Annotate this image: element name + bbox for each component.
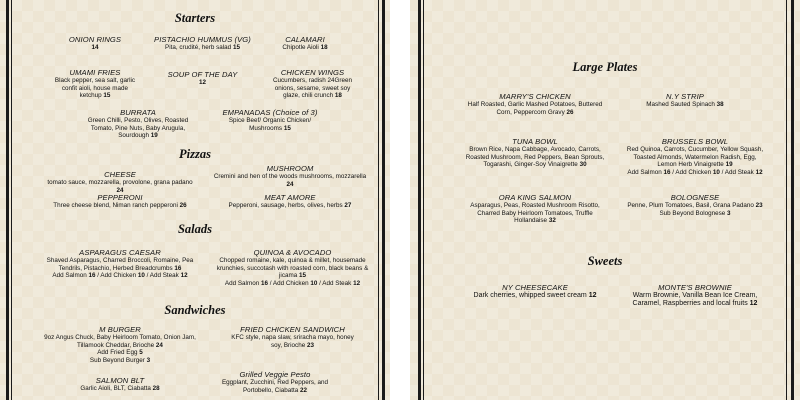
item-name: NY CHEESECAKE bbox=[502, 283, 568, 292]
item-desc-line: jicama bbox=[279, 272, 298, 280]
menu-item-chicken-wings bbox=[255, 68, 370, 100]
item-price: 12 bbox=[588, 292, 597, 299]
item-desc-line: Cucumbers, radish 24Green bbox=[272, 77, 353, 84]
menu-item-umami-fries bbox=[40, 68, 150, 100]
item-desc-line: confit aioli, house made bbox=[61, 84, 129, 92]
item-price: 15 bbox=[298, 272, 306, 280]
item-price: 27 bbox=[344, 202, 352, 209]
item-name: BRUSSELS BOWL bbox=[661, 137, 729, 146]
menu-item-tuna-bowl bbox=[445, 137, 625, 169]
item-desc: Pita, crudité, herb salad 15 bbox=[165, 44, 240, 51]
menu-item-marrys-chicken bbox=[445, 92, 625, 116]
item-name: FRIED CHICKEN SANDWICH bbox=[240, 325, 345, 334]
item-price: 23 bbox=[306, 341, 314, 349]
item-name: QUINOA & AVOCADO bbox=[253, 248, 332, 257]
item-price: 24 bbox=[155, 341, 163, 349]
item-desc-line: Warm Brownie, Vanilla Bean Ice Cream, bbox=[632, 292, 758, 299]
item-name: MARRY'S CHICKEN bbox=[499, 92, 571, 101]
menu-item-onion-rings bbox=[40, 35, 150, 52]
item-desc: Mashed Sauted Spinach bbox=[646, 101, 715, 108]
item-price: 12 bbox=[749, 299, 758, 307]
item-name: SALMON BLT bbox=[95, 376, 145, 385]
item-name: MEAT AMORE bbox=[264, 193, 316, 202]
item-desc: Dark cherries, whipped sweet cream bbox=[473, 292, 587, 299]
section-title-large-plates: Large Plates bbox=[572, 60, 638, 74]
item-desc: Pepperoni, sausage, herbs, olives, herbs bbox=[228, 202, 343, 209]
item-desc-line: Black pepper, sea salt, garlic bbox=[54, 77, 136, 84]
item-name: SOUP OF THE DAY bbox=[167, 70, 238, 79]
menu-item-calamari bbox=[250, 35, 360, 52]
item-name: M BURGER bbox=[99, 325, 141, 334]
item-name: BURRATA bbox=[120, 108, 156, 117]
item-desc-line: ketchup bbox=[79, 92, 102, 100]
item-name: ONION RINGS bbox=[68, 35, 122, 44]
item-price: 26 bbox=[179, 202, 187, 209]
menu-item-asparagus-caesar bbox=[25, 248, 215, 280]
menu-page-right bbox=[410, 0, 800, 400]
item-desc: Cremini and hen of the woods mushrooms, mozzarella bbox=[213, 173, 367, 180]
item-desc-line: Charred Baby Heirloom Tomatoes, Truffle bbox=[477, 209, 593, 217]
item-desc-line: Caramel, Raspberries and local fruits bbox=[632, 299, 748, 307]
section-title-salads: Salads bbox=[177, 222, 213, 236]
item-price: 15 bbox=[232, 44, 240, 51]
item-name: PISTACHIO HUMMUS (VG) bbox=[154, 35, 251, 44]
item-desc-line: Mushrooms bbox=[249, 124, 283, 132]
item-price: 12 bbox=[198, 79, 206, 86]
menu-item-meat-amore bbox=[195, 193, 385, 210]
item-desc-line: glaze, chili crunch bbox=[283, 92, 334, 100]
item-desc-line: Tomato, Pine Nuts, Baby Arugula, bbox=[90, 124, 186, 132]
section-title-starters: Starters bbox=[174, 11, 216, 25]
item-price: 18 bbox=[320, 44, 328, 51]
item-addon: Sub Beyond Bolognese 3 bbox=[659, 209, 731, 217]
menu-item-bolognese bbox=[605, 193, 785, 217]
item-name: ASPARAGUS CAESAR bbox=[79, 248, 161, 257]
item-price: 24 bbox=[286, 180, 294, 188]
menu-item-fried-chicken-sandwich bbox=[200, 325, 385, 349]
item-name: BOLOGNESE bbox=[670, 193, 720, 202]
item-desc: tomato sauce, mozzarella, provolone, grana padano bbox=[47, 179, 193, 186]
item-price: 30 bbox=[579, 161, 587, 169]
item-name: CHEESE bbox=[104, 170, 136, 179]
item-desc-line: Spice Beef/ Organic Chicken/ bbox=[228, 117, 312, 124]
item-desc-line: Corn, Peppercorn Gravy bbox=[496, 108, 565, 116]
item-desc-line: Tillamook Cheddar, Brioche bbox=[77, 341, 155, 349]
item-desc-line: Portobello, Ciabatta bbox=[242, 386, 299, 394]
menu-item-ny-cheesecake bbox=[445, 283, 625, 300]
item-desc: Garlic Aioli, BLT, Ciabatta bbox=[80, 385, 151, 392]
menu-page-left bbox=[0, 0, 390, 400]
item-desc-line: Half Roasted, Garlic Mashed Potatoes, Buttered bbox=[467, 101, 603, 108]
menu-item-empanadas bbox=[205, 108, 335, 132]
item-price: 15 bbox=[103, 92, 111, 100]
item-name: TUNA BOWL bbox=[512, 137, 558, 146]
item-desc-line: 9oz Angus Chuck, Baby Heirloom Tomato, Onion Jam, bbox=[44, 334, 196, 341]
menu-item-ny-strip bbox=[610, 92, 760, 109]
item-desc: Penne, Plum Tomatoes, Basil, Grana Padano bbox=[627, 202, 754, 209]
item-desc-line: Toasted Almonds, Watermelon Radish, Egg, bbox=[633, 153, 757, 161]
item-name: Grilled Veggie Pesto bbox=[239, 370, 311, 379]
item-price: 38 bbox=[716, 101, 724, 108]
item-addon: Sub Beyond Burger 3 bbox=[89, 356, 151, 364]
menu-item-grilled-veggie-pesto bbox=[205, 370, 345, 394]
item-name: N.Y STRIP bbox=[666, 92, 704, 101]
item-price: 32 bbox=[548, 217, 556, 225]
item-price: 23 bbox=[755, 202, 763, 209]
section-title-sandwiches: Sandwiches bbox=[164, 303, 226, 317]
item-name: ORA KING SALMON bbox=[498, 193, 572, 202]
section-title-pizzas: Pizzas bbox=[179, 147, 211, 161]
item-desc-line: Brown Rice, Napa Cabbage, Avocado, Carrots, bbox=[469, 146, 601, 153]
item-desc-line: Green Chilli, Pesto, Olives, Roasted bbox=[87, 117, 189, 124]
item-price: 19 bbox=[725, 161, 733, 169]
menu-item-brussels-bowl bbox=[605, 137, 785, 176]
item-name: CALAMARI bbox=[285, 35, 325, 44]
item-name: EMPANADAS (Choice of 3) bbox=[222, 108, 318, 117]
menu-item-salmon-blt bbox=[50, 376, 190, 393]
item-desc-line: onions, sesame, sweet soy bbox=[274, 84, 351, 92]
item-price: 22 bbox=[300, 386, 308, 394]
menu-item-ora-king-salmon bbox=[445, 193, 625, 225]
item-addons: Add Salmon 16 / Add Chicken 10 / Add Steak 12 bbox=[224, 279, 361, 287]
item-desc-line: KFC style, napa slaw, sriracha mayo, honey bbox=[231, 334, 354, 341]
item-price: 24 bbox=[116, 186, 124, 194]
item-desc-line: Eggplant, Zucchini, Red Peppers, and bbox=[221, 379, 329, 386]
item-desc-line: soy, Brioche bbox=[271, 341, 306, 349]
item-addons: Add Salmon 16 / Add Chicken 10 / Add Steak 12 bbox=[627, 168, 763, 176]
section-title-sweets: Sweets bbox=[587, 254, 623, 268]
item-desc-line: krunchies, succotash with roasted corn, black beans & bbox=[216, 264, 369, 272]
item-desc: Chipotle Aioli 18 bbox=[282, 44, 328, 51]
menu-item-quinoa-avocado bbox=[200, 248, 385, 287]
menu-item-burrata bbox=[68, 108, 208, 140]
item-desc-line: Tendrils, Pistachio, Herbed Breadcrumbs bbox=[58, 264, 173, 272]
item-desc-line: Roasted Mushroom, Red Peppers, Bean Sprouts, bbox=[465, 153, 605, 161]
item-name: MONTE'S BROWNIE bbox=[658, 283, 732, 292]
item-name: UMAMI FRIES bbox=[69, 68, 121, 77]
menu-item-cheese-pizza bbox=[25, 170, 215, 194]
item-price: 15 bbox=[283, 124, 291, 132]
item-price: 28 bbox=[152, 385, 160, 392]
left-border-thin bbox=[11, 0, 12, 400]
item-desc-line: Sourdough bbox=[118, 132, 150, 140]
item-price: 26 bbox=[566, 108, 574, 116]
item-price: 16 bbox=[174, 264, 182, 272]
item-desc-line: Red Quinoa, Carrots, Cucumber, Yellow Squash, bbox=[626, 146, 764, 153]
item-addon: Add Fried Egg 5 bbox=[97, 349, 143, 357]
item-desc-line: Togarashi, Ginger-Soy Vinaigrette bbox=[483, 161, 578, 169]
item-name: MUSHROOM bbox=[266, 164, 314, 173]
item-desc-line: Hollandaise bbox=[514, 217, 548, 225]
menu-item-montes-brownie bbox=[605, 283, 785, 307]
item-name: CHICKEN WINGS bbox=[280, 68, 345, 77]
item-desc: Three cheese blend, Niman ranch pepperoni bbox=[53, 202, 178, 209]
item-price: 14 bbox=[91, 44, 99, 51]
item-desc-line: Shaved Asparagus, Charred Broccoli, Romaine, Pea bbox=[46, 257, 194, 264]
item-desc-line: Lemon Herb Vinaigrette bbox=[657, 161, 724, 169]
item-name: PEPPERONI bbox=[97, 193, 143, 202]
menu-item-soup-of-the-day bbox=[150, 70, 255, 87]
left-border-thick bbox=[6, 0, 9, 400]
menu-item-pepperoni-pizza bbox=[25, 193, 215, 210]
item-price: 19 bbox=[150, 132, 158, 140]
menu-item-mushroom-pizza bbox=[195, 164, 385, 188]
item-addons: Add Salmon 16 / Add Chicken 10 / Add Steak 12 bbox=[52, 272, 188, 280]
item-desc-line: Asparagus, Peas, Roasted Mushroom Risotto, bbox=[470, 202, 600, 209]
item-price: 18 bbox=[334, 92, 342, 100]
menu-item-m-burger bbox=[25, 325, 215, 364]
item-desc-line: Chopped romaine, kale, quinoa & millet, housemade bbox=[219, 257, 366, 264]
